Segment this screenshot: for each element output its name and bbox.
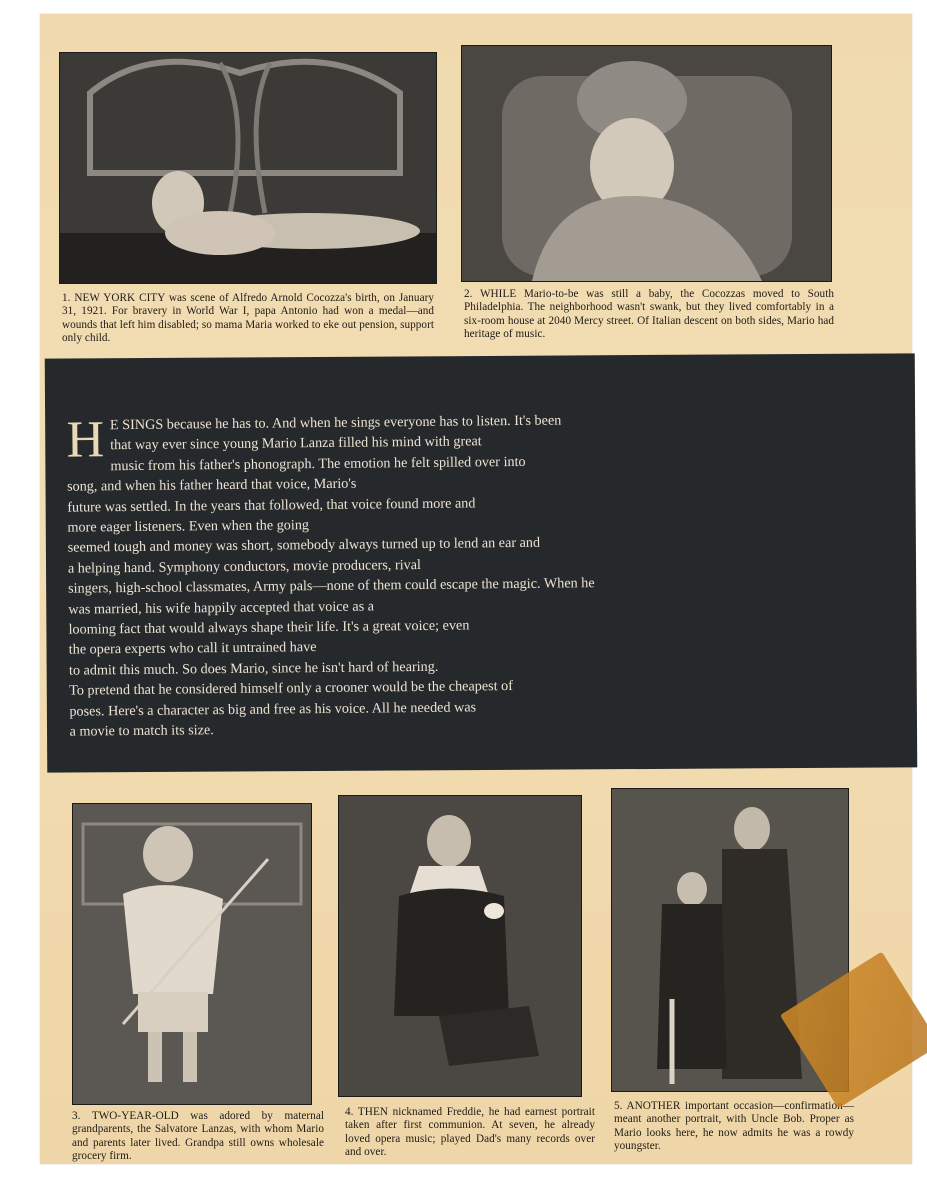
caption-1: 1. NEW YORK CITY was scene of Alfredo Arnold Cocozza's birth, on January 31, 1921. For bravery in World War I, papa Antonio had won a medal—and wounds that left him disabled; so mama Maria worked to eke out pension, support only child. [62, 292, 434, 345]
feature-text [66, 408, 769, 742]
feature-line: a movie to match its size. [69, 722, 214, 740]
photo-infant-on-chair [59, 52, 437, 284]
caption-3: 3. TWO-YEAR-OLD was adored by maternal grandparents, the Salvatore Lanzas, with whom Mario and parents later lived. Grandpa still owns wholesale grocery firm. [72, 1110, 324, 1163]
photo-baby-in-cap [461, 45, 832, 282]
caption-5: 5. ANOTHER important occasion—confirmation—meant another portrait, with Uncle Bob. Proper as Mario looks here, he now admits he was a rowdy youngster. [614, 1100, 854, 1153]
feature-line: a helping hand. Symphony conductors, movie producers, rival [67, 556, 422, 577]
feature-line: was married, his wife happily accepted that voice as a [68, 598, 375, 618]
feature-line: future was settled. In the years that followed, that voice found more and [67, 495, 476, 516]
feature-line: poses. Here's a character as big and free as his voice. All he needed was [69, 699, 477, 720]
feature-dropcap: H [66, 411, 105, 469]
feature-line: the opera experts who call it untrained have [68, 639, 317, 659]
caption-2: 2. WHILE Mario-to-be was still a baby, the Cocozzas moved to South Philadelphia. The neighborhood wasn't swank, but they lived comfortably in a six-room house at 2040 Mercy street. Of Italian descent on both sides, Mario had heritage of music. [464, 288, 834, 341]
feature-line: E SINGS because he has to. And when he sings everyone has to listen. It's been [109, 412, 562, 434]
photo-toddler-with-stick [72, 803, 312, 1105]
feature-line: to admit this much. So does Mario, since he isn't hard of hearing. [68, 658, 439, 679]
feature-line: looming fact that would always shape their life. It's a great voice; even [68, 617, 470, 638]
feature-line: that way ever since young Mario Lanza filled his mind with great [110, 433, 482, 454]
feature-line: more eager listeners. Even when the going [67, 517, 310, 536]
feature-line: singers, high-school classmates, Army pals—none of them could escape the magic. When he [68, 575, 595, 597]
feature-line: music from his father's phonograph. The emotion he felt spilled over into [110, 453, 526, 475]
photo-first-communion-portrait [338, 795, 582, 1097]
feature-line: seemed tough and money was short, somebody always turned up to lend an ear and [67, 535, 541, 557]
feature-line: To pretend that he considered himself only a crooner would be the cheapest of [69, 678, 514, 699]
feature-line: song, and when his father heard that voice, Mario's [66, 475, 357, 495]
caption-4: 4. THEN nicknamed Freddie, he had earnest portrait taken after first communion. At seven, he already loved opera music; played Dad's many records over and over. [345, 1106, 595, 1159]
